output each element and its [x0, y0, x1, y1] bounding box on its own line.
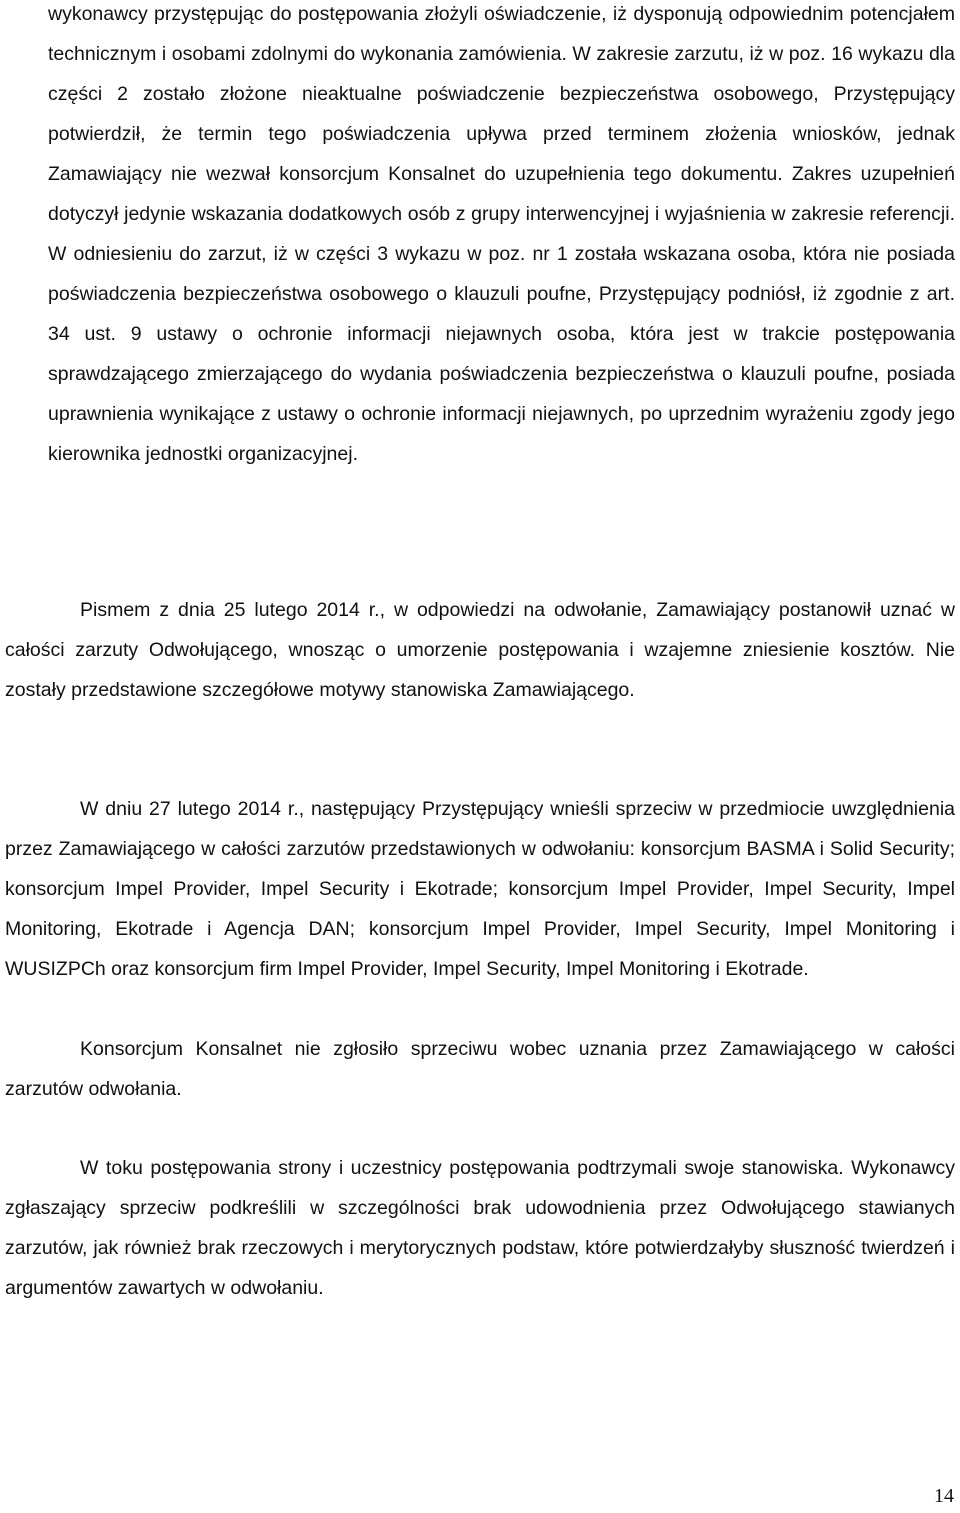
- paragraph-konsalnet: Konsorcjum Konsalnet nie zgłosiło sprzeciwu wobec uznania przez Zamawiającego w całości zarzutów odwołania.: [5, 1038, 955, 1100]
- paragraph-objection: W dniu 27 lutego 2014 r., następujący Przystępujący wnieśli sprzeciw w przedmiocie uwzględnienia przez Zamawiającego w całości zarzutów przedstawionych w odwołaniu: konsorcjum BASMA i Solid Security; konsorcjum Impel Provider, Impel Security i Ekotrade; konsorcjum Impel Provider, Impel Security, Impel Monitoring, Ekotrade i Agencja DAN; konsorcjum Impel Provider, Impel Security, Impel Monitoring i WUSIZPCh oraz konsorcjum firm Impel Provider, Impel Security, Impel Monitoring i Ekotrade.: [5, 798, 955, 980]
- paragraph-proceedings: W toku postępowania strony i uczestnicy postępowania podtrzymali swoje stanowiska. Wykonawcy zgłaszający sprzeciw podkreślili w szczególności brak udowodnienia przez Odwołującego stawianych zarzutów, jak również brak rzeczowych i merytorycznych podstaw, które potwierdzałyby słuszność twierdzeń i argumentów zawartych w odwołaniu.: [5, 1157, 955, 1299]
- paragraph-response-letter: Pismem z dnia 25 lutego 2014 r., w odpowiedzi na odwołanie, Zamawiający postanowił uznać w całości zarzuty Odwołującego, wnosząc o umorzenie postępowania i wzajemne zniesienie kosztów. Nie zostały przedstawione szczegółowe motywy stanowiska Zamawiającego.: [5, 599, 955, 701]
- paragraph-continuation: wykonawcy przystępując do postępowania złożyli oświadczenie, iż dysponują odpowiednim potencjałem technicznym i osobami zdolnymi do wykonania zamówienia. W zakresie zarzutu, iż w poz. 16 wykazu dla części 2 zostało złożone nieaktualne poświadczenie bezpieczeństwa osobowego, Przystępujący potwierdził, że termin tego poświadczenia upływa przed terminem złożenia wniosków, jednak Zamawiający nie wezwał konsorcjum Konsalnet do uzupełnienia tego dokumentu. Zakres uzupełnień dotyczył jedynie wskazania dodatkowych osób z grupy interwencyjnej i wyjaśnienia w zakresie referencji. W odniesieniu do zarzut, iż w części 3 wykazu w poz. nr 1 została wskazana osoba, która nie posiada poświadczenia bezpieczeństwa osobowego o klauzuli poufne, Przystępujący podniósł, iż zgodnie z art. 34 ust. 9 ustawy o ochronie informacji niejawnych osoba, która jest w trakcie postępowania sprawdzającego zmierzającego do wydania poświadczenia bezpieczeństwa o klauzuli poufne, posiada uprawnienia wynikające z ustawy o ochronie informacji niejawnych, po uprzednim wyrażeniu zgody jego kierownika jednostki organizacyjnej.: [48, 3, 955, 465]
- page-number: 14: [934, 1485, 954, 1507]
